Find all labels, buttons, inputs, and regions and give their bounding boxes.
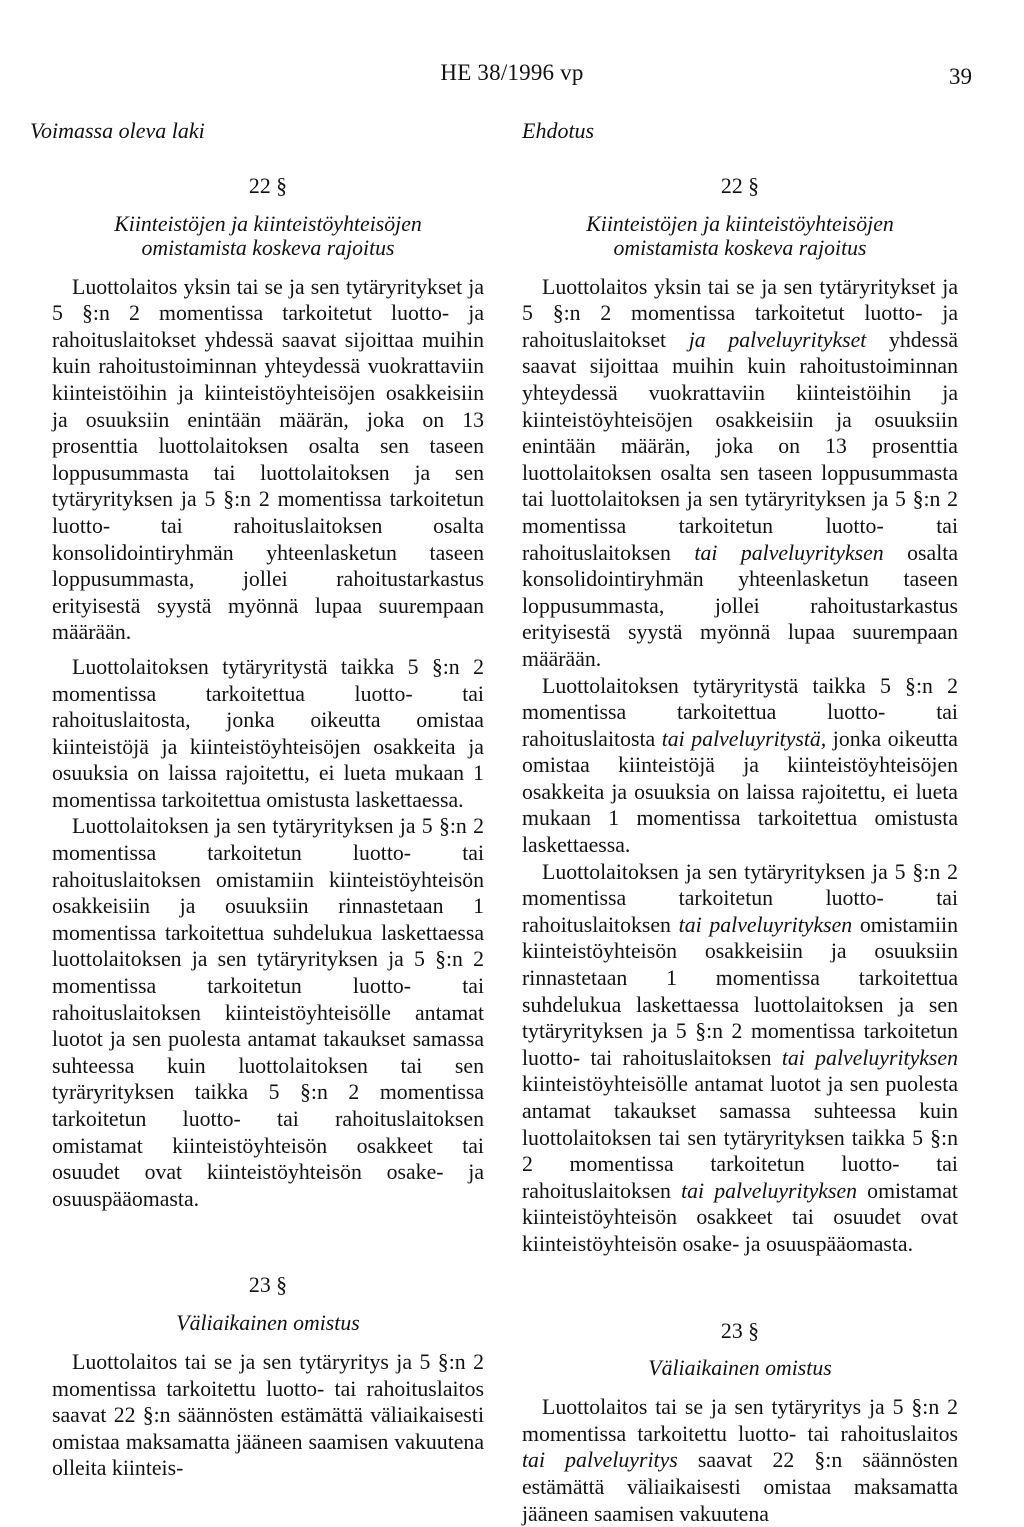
amendment-text: tai palveluyrityksen: [678, 912, 853, 937]
amendment-text: tai palveluyrityksen: [694, 540, 884, 565]
section-22-number: 22 §: [248, 174, 288, 198]
amendment-text: tai palveluyrityksen: [681, 1178, 858, 1203]
paragraph: Luottolaitos tai se ja sen tytäryritys ja 5 §:n 2 momentissa tarkoitettu luotto- tai rahoituslaitos saavat 22 §:n säännösten estämättä väliaikaisesti omistaa maksamatta jääneen saamisen vakuutena olleita kiinteis-: [52, 1349, 484, 1481]
section-23-title: Väliaikainen omistus: [648, 1356, 832, 1381]
text: saavat 22 §:n säännösten estämättä väliaikaisesti omistaa maksamatta jääneen saamisen vakuutena: [522, 1448, 959, 1526]
section-22-title-line-1: Kiinteistöjen ja kiinteistöyhteisöjen: [586, 211, 894, 236]
amendment-text: tai palveluyrityksen: [781, 1045, 958, 1070]
text: jonka oikeutta omistaa kiinteistöjä ja kiinteistöyhteisöjen osakkeita ja osuuksia on laissa rajoitettu, ei lueta mukaan 1 momentissa tarkoitettua omistusta laskettaessa.: [522, 726, 958, 858]
section-23-title: Väliaikainen omistus: [176, 1310, 360, 1335]
paragraph: Luottolaitoksen ja sen tytäryrityksen ja 5 §:n 2 momentissa tarkoitetun luotto- tai rahoituslaitoksen omistamiin kiinteistöyhteisön osakkeisiin ja osuuksiin rinnastetaan 1 momentissa tarkoitettua suhdelukua laskettaessa luottolaitoksen ja sen tytäryrityksen ja 5 §:n 2 momentissa tarkoitetun luotto- tai rahoituslaitoksen kiinteistöyhteisölle antamat luotot ja sen puolesta antamat takaukset samassa suhteessa kuin luottolaitoksen tai sen tyräryrityksen taikka 5 §:n 2 momentissa tarkoitetun luotto- tai rahoituslaitoksen omistamat kiinteistöyhteisön osakkeet tai osuudet ovat kiinteistöyhteisön osake- ja osuuspääomasta.: [52, 814, 484, 1211]
text: Luottolaitos yksin tai se ja sen tytäryritykset ja 5 §:n 2 momentissa tarkoitetut luotto- ja rahoituslaitokset: [522, 274, 958, 352]
page-number: 39: [949, 64, 972, 89]
text: yhdessä saavat sijoittaa muihin kuin rahoitustoiminnan yhteydessä vuokrattaviin kiinteistöihin ja kiinteistöyhteisöjen osakkeisiin ja osuuksiin enintään määrän, joka on 13 prosenttia luottolaitoksen osalta sen taseen loppusummasta tai luottolaitoksen ja sen tytäryrityksen ja 5 §:n 2 momentissa tarkoitetun luotto- tai rahoituslaitoksen: [522, 327, 958, 565]
section-22-title-line-2: omistamista koskeva rajoitus: [613, 235, 867, 260]
section-23-number: 23 §: [248, 1273, 288, 1298]
section-22-title: [522, 212, 958, 260]
text: Luottolaitoksen tytäryritystä taikka 5 §:n 2 momentissa tarkoitettua luotto- tai rahoituslaitosta: [522, 673, 958, 751]
section-23-number: 23 §: [720, 1318, 760, 1343]
text: kiinteistöyhteisölle antamat luotot ja sen puolesta antamat takaukset samassa suhteessa kuin luottolaitoksen tai sen tytäryrityksen taikka 5 §:n 2 momentissa tarkoitetun luotto- tai rahoituslaitoksen: [522, 1072, 958, 1203]
document-id: HE 38/1996 vp: [440, 60, 584, 85]
section-22-number: 22 §: [720, 174, 760, 198]
text: osalta konsolidointiryhmän yhteenlasketun taseen loppusummasta, jollei rahoitustarkastus erityisestä syystä myönnä lupaa suurempaan määrään.: [522, 540, 959, 671]
section-22-title-line-2: omistamista koskeva rajoitus: [141, 235, 395, 260]
amendment-text: tai palveluyritystä,: [661, 726, 827, 751]
paragraph: Luottolaitoksen tytäryritystä taikka 5 §:n 2 momentissa tarkoitettua luotto- tai rahoituslaitosta, jonka oikeutta omistaa kiinteistöjä ja kiinteistöyhteisöjen osakkeita ja osuuksia on laissa rajoitettu, ei lueta mukaan 1 momentissa tarkoitettua omistusta laskettaessa.: [52, 654, 484, 812]
proposal-heading: Ehdotus: [522, 118, 595, 143]
paragraph: Luottolaitos yksin tai se ja sen tytäryritykset ja 5 §:n 2 momentissa tarkoitetut luotto- ja rahoituslaitokset yhdessä saavat sijoittaa muihin kuin rahoitustoiminnan yhteydessä vuokrattaviin kiinteistöihin ja kiinteistöyhteisöjen osakkeisiin ja osuuksiin enintään määrän, joka on 13 prosenttia luottolaitoksen osalta sen taseen loppusummasta tai luottolaitoksen ja sen tytäryrityksen ja 5 §:n 2 momentissa tarkoitetun luotto- tai rahoituslaitoksen osalta konsolidointiryhmän yhteenlasketun taseen loppusummasta, jollei rahoitustarkastus erityisestä syystä myönnä lupaa suurempaan määrään.: [52, 274, 484, 645]
amendment-text: ja palveluyritykset: [688, 327, 867, 352]
current-law-column: [52, 173, 484, 1482]
amendment-text: tai palveluyritys: [522, 1448, 678, 1473]
text: omistamiin kiinteistöyhteisön osakkeisiin ja osuuksiin rinnastetaan 1 momentissa tarkoitettua suhdelukua laskettaessa luottolaitoksen ja sen tytäryrityksen ja 5 §:n 2 momentissa tarkoitetun luotto- tai rahoituslaitoksen: [522, 912, 958, 1070]
paragraph: [522, 1394, 958, 1527]
paragraph: [522, 859, 958, 1258]
section-22-title-line-1: Kiinteistöjen ja kiinteistöyhteisöjen: [114, 211, 422, 236]
current-law-heading: Voimassa oleva laki: [30, 118, 205, 143]
text: omistamat kiinteistöyhteisön osakkeet tai osuudet ovat kiinteistöyhteisön osake- ja osuuspääomasta.: [522, 1178, 958, 1256]
text: Luottolaitos tai se ja sen tytäryritys ja 5 §:n 2 momentissa tarkoitettu luotto- tai rahoituslaitos: [522, 1395, 958, 1446]
text: Luottolaitoksen ja sen tytäryrityksen ja 5 §:n 2 momentissa tarkoitetun luotto- tai rahoituslaitoksen: [522, 859, 958, 937]
section-22-title: [52, 212, 484, 260]
proposal-column: [522, 173, 958, 1527]
paragraph: [522, 274, 958, 673]
paragraph: [522, 673, 958, 859]
